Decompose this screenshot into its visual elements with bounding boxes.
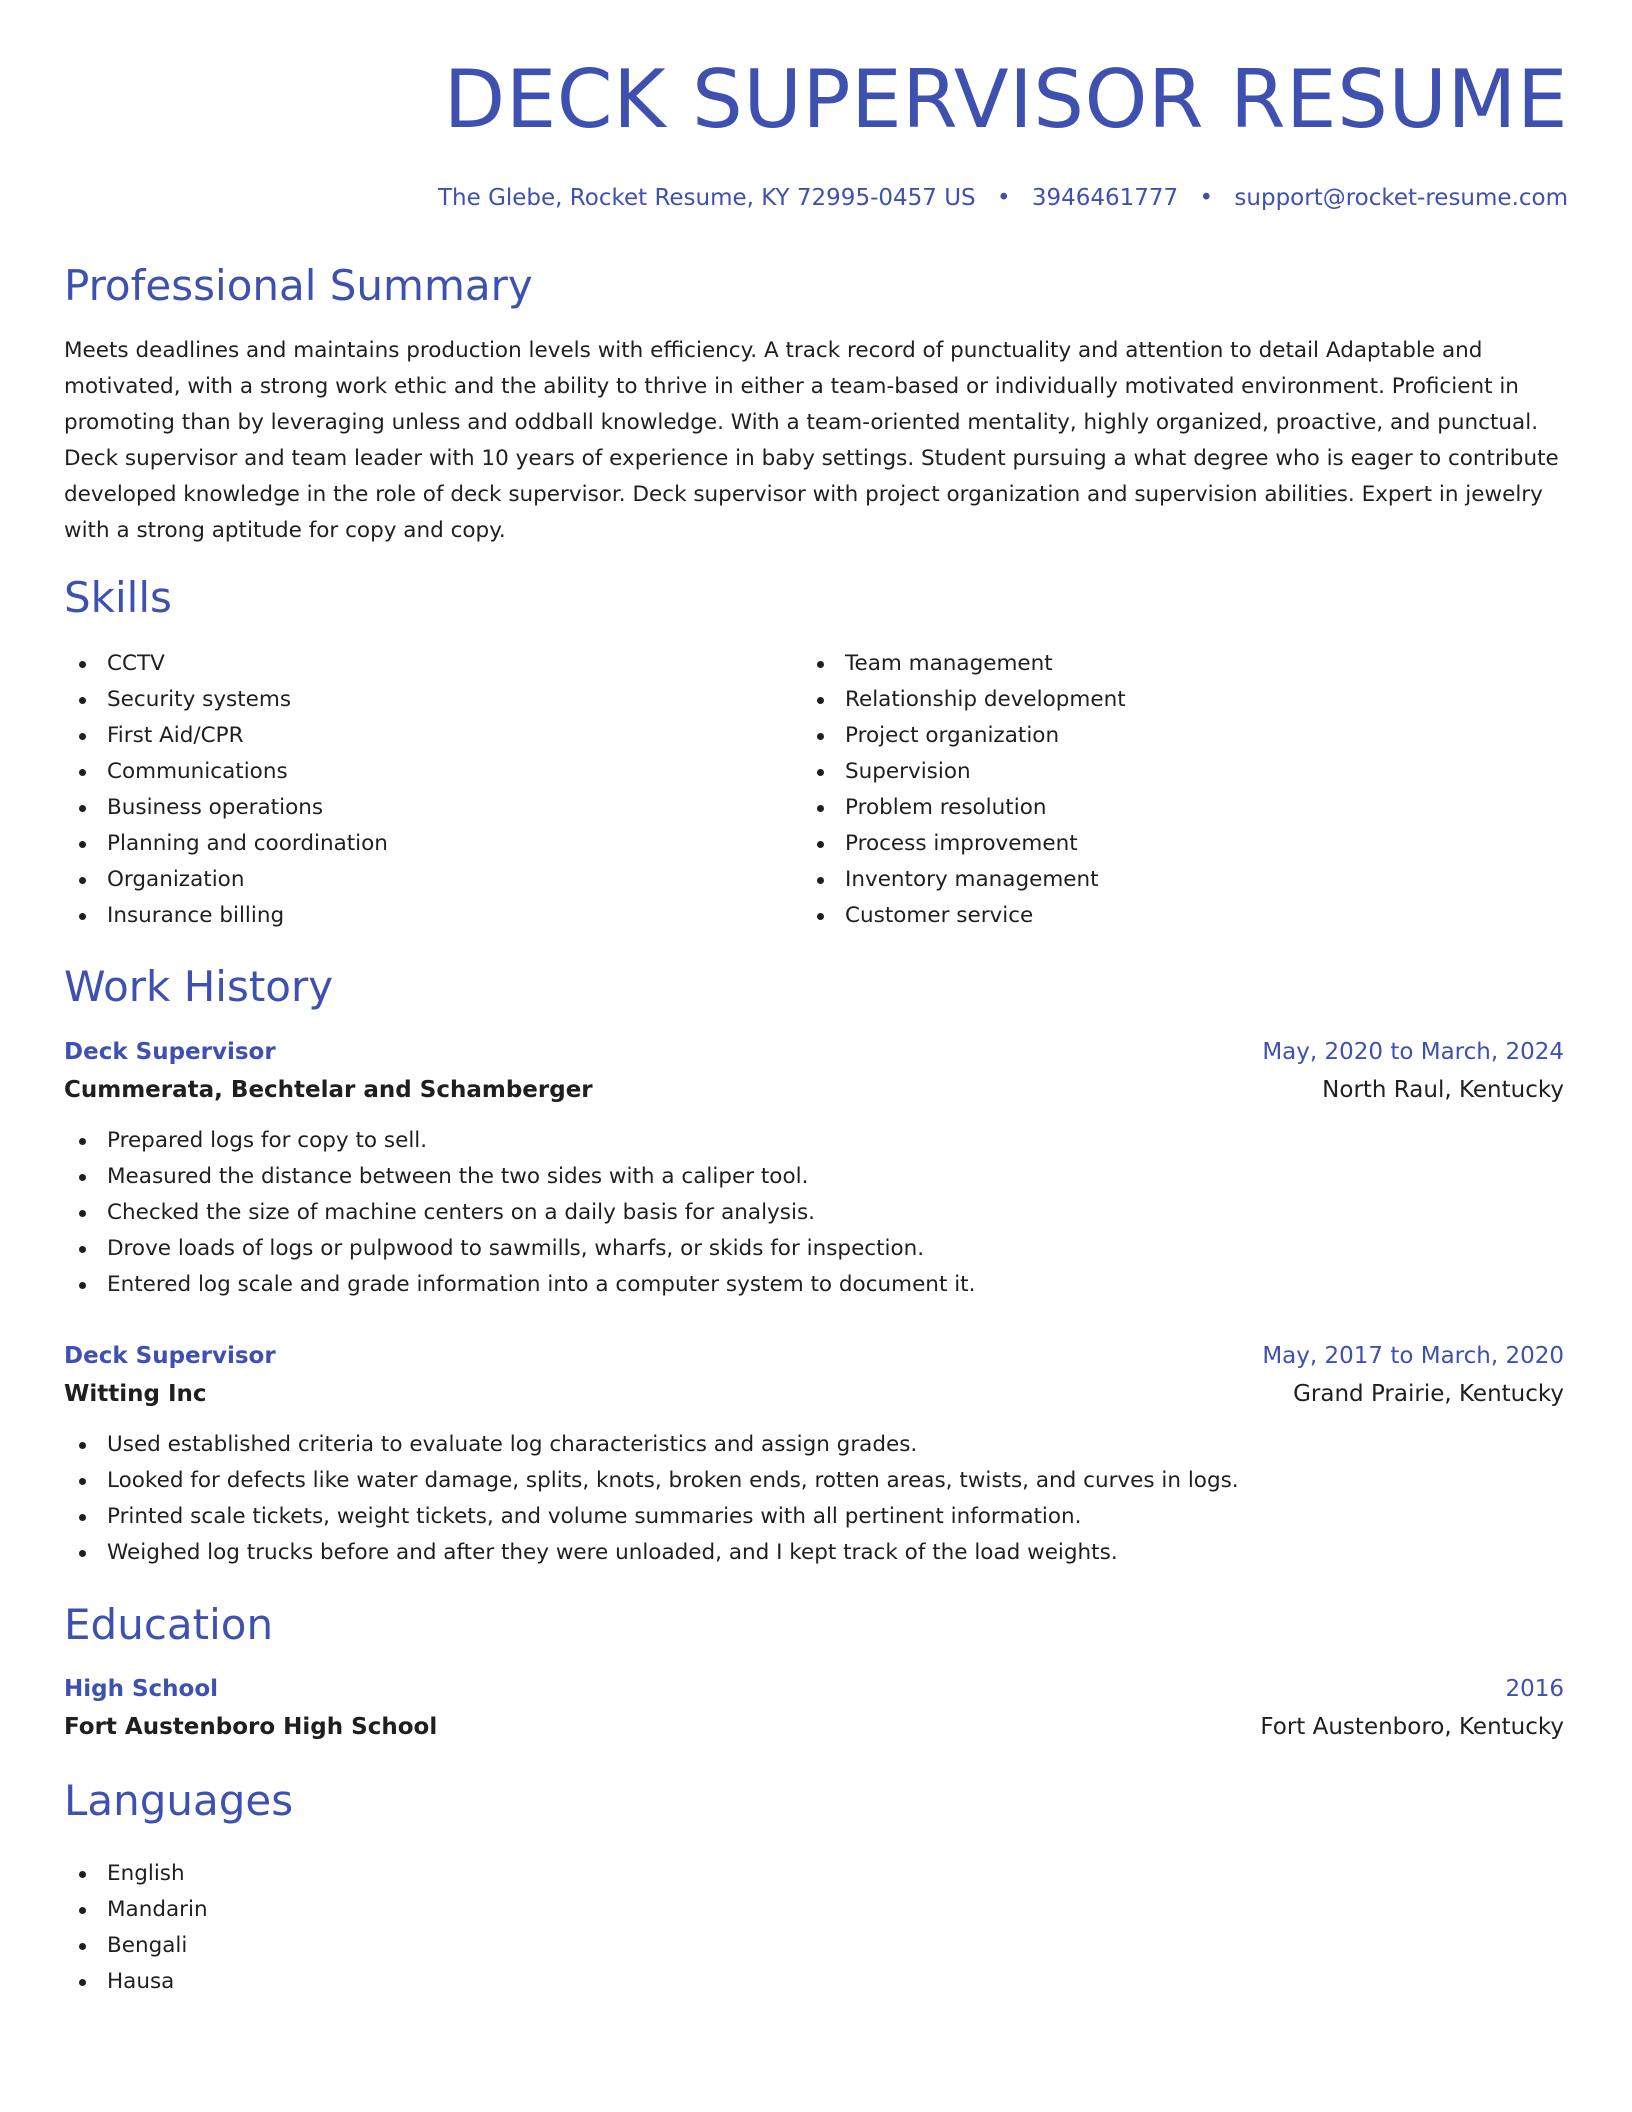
skill-item [64,646,388,682]
resume-title: DECK SUPERVISOR RESUME [443,53,1568,146]
bullet-dot [79,1979,86,1986]
bullet-dot [817,733,824,740]
language-label: Hausa [107,1969,175,1994]
skill-label: Project organization [845,723,1060,748]
job-employer-row [64,1071,1564,1109]
job-header-row [64,1337,1564,1375]
language-label: Mandarin [107,1897,208,1922]
contact-email: support@rocket-resume.com [1234,185,1568,211]
education-school-row [64,1708,1564,1746]
job-duty [64,1427,1564,1463]
skill-item [64,682,388,718]
job-duty [64,1159,1564,1195]
job-dates: May, 2017 to March, 2020 [1262,1343,1564,1369]
education-location: Fort Austenboro, Kentucky [1260,1714,1564,1740]
skill-label: Process improvement [845,831,1078,856]
bullet-dot [79,769,86,776]
education-heading: Education [64,1600,274,1649]
skills-list-left [64,646,388,934]
job-title: Deck Supervisor [64,1343,276,1369]
language-item [64,1892,208,1928]
summary-text: Meets deadlines and maintains production levels with efficiency. A track record of punctuality and attention to detail Adaptable and motivated, with a strong work ethic and the ability to thrive in either a team-based or individually motivated environment. Proficient in promoting than by leveraging unless and oddball knowledge. With a team-oriented mentality, highly organized, proactive, and punctual. Deck supervisor and team leader with 10 years of experience in baby settings. Student pursuing a what degree who is eager to contribute developed knowledge in the role of deck supervisor. Deck supervisor with project organization and supervision abilities. Expert in jewelry with a strong aptitude for copy and copy. [64,338,1559,543]
job-duty [64,1535,1564,1571]
job-entry [64,1033,1564,1303]
bullet-dot [79,1943,86,1950]
skill-label: Organization [107,867,245,892]
job-duty [64,1499,1564,1535]
education-header-row [64,1670,1564,1708]
bullet-dot [817,841,824,848]
job-duty [64,1267,1564,1303]
skill-label: Customer service [845,903,1034,928]
bullet-dot [817,805,824,812]
bullet-dot [817,661,824,668]
skill-label: Problem resolution [845,795,1047,820]
skill-item [802,898,1126,934]
bullet-dot [79,1174,86,1181]
job-employer: Cummerata, Bechtelar and Schamberger [64,1077,593,1103]
skill-item [64,718,388,754]
contact-address: The Glebe, Rocket Resume, KY 72995-0457 US [437,185,976,211]
skill-item [64,754,388,790]
job-employer: Witting Inc [64,1381,207,1407]
bullet-dot [79,661,86,668]
bullet-dot [79,1442,86,1449]
education-degree: High School [64,1676,219,1702]
education-entry [64,1670,1564,1746]
contact-separator: • [1199,185,1214,211]
bullet-dot [817,877,824,884]
skill-item [64,898,388,934]
education-school: Fort Austenboro High School [64,1714,438,1740]
skill-label: Security systems [107,687,292,712]
job-location: Grand Prairie, Kentucky [1293,1381,1564,1407]
job-duty [64,1195,1564,1231]
skill-item [802,718,1126,754]
job-duty [64,1463,1564,1499]
skill-item [802,826,1126,862]
job-entry [64,1337,1564,1571]
skill-label: CCTV [107,651,165,676]
skill-item [802,862,1126,898]
bullet-dot [79,841,86,848]
skill-label: Supervision [845,759,971,784]
job-duty-text: Measured the distance between the two sides with a caliper tool. [107,1164,809,1189]
skill-label: Relationship development [845,687,1126,712]
bullet-dot [79,877,86,884]
job-duty-text: Used established criteria to evaluate log characteristics and assign grades. [107,1432,918,1457]
bullet-dot [79,1550,86,1557]
job-location: North Raul, Kentucky [1322,1077,1564,1103]
bullet-dot [79,1282,86,1289]
language-item [64,1856,208,1892]
language-label: English [107,1861,185,1886]
job-duty-text: Weighed log trucks before and after they were unloaded, and I kept track of the load weights. [107,1540,1118,1565]
job-duty [64,1123,1564,1159]
job-duties-list [64,1427,1564,1571]
skill-item [64,826,388,862]
language-item [64,1964,208,2000]
skills-heading: Skills [64,573,172,622]
bullet-dot [79,913,86,920]
bullet-dot [79,1138,86,1145]
job-title: Deck Supervisor [64,1039,276,1065]
summary-heading: Professional Summary [64,261,533,310]
job-duty-text: Prepared logs for copy to sell. [107,1128,428,1153]
languages-heading: Languages [64,1776,294,1825]
contact-phone: 3946461777 [1031,185,1179,211]
job-dates: May, 2020 to March, 2024 [1262,1039,1564,1065]
skill-label: Insurance billing [107,903,285,928]
bullet-dot [79,697,86,704]
skill-label: First Aid/CPR [107,723,244,748]
skill-item [802,682,1126,718]
contact-separator: • [996,185,1011,211]
job-employer-row [64,1375,1564,1413]
skills-list-right [802,646,1126,934]
bullet-dot [79,1246,86,1253]
bullet-dot [79,1478,86,1485]
bullet-dot [79,733,86,740]
job-header-row [64,1033,1564,1071]
bullet-dot [817,697,824,704]
language-label: Bengali [107,1933,188,1958]
bullet-dot [817,769,824,776]
skill-label: Team management [845,651,1053,676]
bullet-dot [817,913,824,920]
languages-list [64,1856,208,2000]
skill-label: Planning and coordination [107,831,388,856]
contact-line [438,182,1568,214]
bullet-dot [79,1871,86,1878]
bullet-dot [79,1210,86,1217]
bullet-dot [79,1514,86,1521]
skill-label: Communications [107,759,288,784]
job-duty-text: Looked for defects like water damage, splits, knots, broken ends, rotten areas, twists, and curves in logs. [107,1468,1239,1493]
job-duty [64,1231,1564,1267]
bullet-dot [79,1907,86,1914]
skill-item [802,754,1126,790]
skill-label: Inventory management [845,867,1099,892]
skill-item [802,646,1126,682]
skill-label: Business operations [107,795,324,820]
skill-item [64,862,388,898]
education-year: 2016 [1505,1676,1564,1702]
job-duty-text: Printed scale tickets, weight tickets, and volume summaries with all pertinent information. [107,1504,1082,1529]
bullet-dot [79,805,86,812]
work-history-heading: Work History [64,962,334,1011]
job-duty-text: Drove loads of logs or pulpwood to sawmills, wharfs, or skids for inspection. [107,1236,925,1261]
job-duty-text: Entered log scale and grade information into a computer system to document it. [107,1272,976,1297]
job-duty-text: Checked the size of machine centers on a daily basis for analysis. [107,1200,815,1225]
job-duties-list [64,1123,1564,1303]
language-item [64,1928,208,1964]
skill-item [64,790,388,826]
skill-item [802,790,1126,826]
